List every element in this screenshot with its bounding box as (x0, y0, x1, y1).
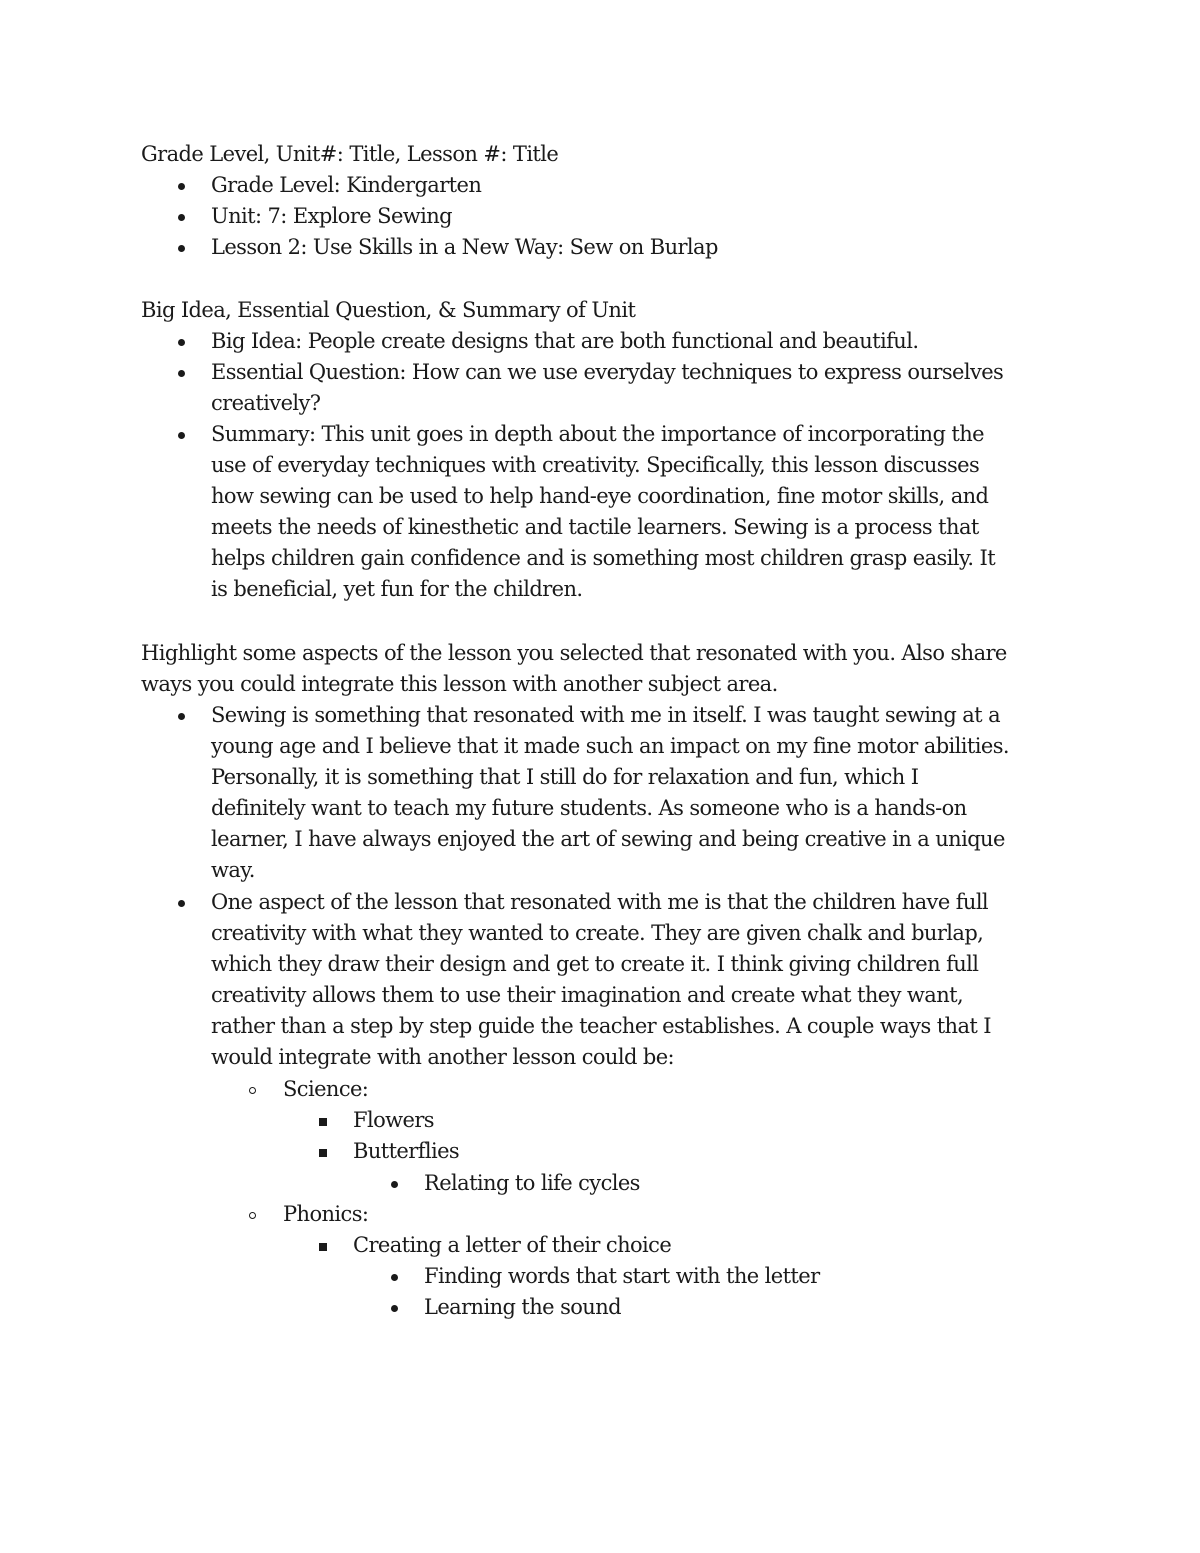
square-bullet-icon (319, 1118, 327, 1126)
list-item-unit: Unit: 7: Explore Sewing (211, 204, 453, 228)
bullet-icon (391, 1274, 398, 1281)
list-item-point-line: creativity allows them to use their imagination and create what they want, (211, 983, 964, 1007)
sublist-item-flowers: Flowers (353, 1108, 434, 1132)
list-item-essential-question-line: creatively? (211, 391, 321, 415)
list-item-point-line: Sewing is something that resonated with me in itself. I was taught sewing at a (211, 703, 1001, 727)
list-item-summary-line: meets the needs of kinesthetic and tactile learners. Sewing is a process that (211, 515, 979, 539)
list-item-essential-question-line: Essential Question: How can we use everyday techniques to express ourselves (211, 360, 1004, 384)
list-item-summary-line: Summary: This unit goes in depth about the importance of incorporating the (211, 422, 984, 446)
list-item-point-line: creativity with what they wanted to create. They are given chalk and burlap, (211, 921, 984, 945)
bullet-icon (178, 713, 185, 720)
list-item-summary-line: is beneficial, yet fun for the children. (211, 577, 583, 601)
bullet-icon (391, 1181, 398, 1188)
bullet-icon (178, 900, 185, 907)
bullet-icon (178, 183, 185, 190)
list-item-summary-line: how sewing can be used to help hand-eye coordination, fine motor skills, and (211, 484, 989, 508)
list-item-summary-line: helps children gain confidence and is something most children grasp easily. It (211, 546, 996, 570)
bullet-icon (178, 245, 185, 252)
sublist-item-learning-sound: Learning the sound (424, 1295, 621, 1319)
sublist-item-science: Science: (283, 1077, 369, 1101)
sublist-item-phonics: Phonics: (283, 1202, 369, 1226)
square-bullet-icon (319, 1243, 327, 1251)
list-item-point-line: Personally, it is something that I still do for relaxation and fun, which I (211, 765, 919, 789)
list-item-point-line: would integrate with another lesson could be: (211, 1045, 675, 1069)
bullet-icon (178, 339, 185, 346)
list-item-grade-level: Grade Level: Kindergarten (211, 173, 482, 197)
section-heading-highlight: ways you could integrate this lesson with another subject area. (141, 672, 778, 696)
sublist-item-life-cycles: Relating to life cycles (424, 1171, 640, 1195)
square-bullet-icon (319, 1149, 327, 1157)
list-item-point-line: young age and I believe that it made such an impact on my fine motor abilities. (211, 734, 1009, 758)
list-item-point-line: rather than a step by step guide the teacher establishes. A couple ways that I (211, 1014, 991, 1038)
sublist-item-butterflies: Butterflies (353, 1139, 460, 1163)
list-item-summary-line: use of everyday techniques with creativity. Specifically, this lesson discusses (211, 453, 980, 477)
list-item-point-line: definitely want to teach my future students. As someone who is a hands-on (211, 796, 967, 820)
circle-bullet-icon (249, 1087, 256, 1094)
bullet-icon (178, 214, 185, 221)
section-heading-grade-level: Grade Level, Unit#: Title, Lesson #: Title (141, 142, 559, 166)
sublist-item-letter-choice: Creating a letter of their choice (353, 1233, 672, 1257)
bullet-icon (391, 1305, 398, 1312)
sublist-item-finding-words: Finding words that start with the letter (424, 1264, 820, 1288)
list-item-big-idea: Big Idea: People create designs that are both functional and beautiful. (211, 329, 919, 353)
list-item-point-line: One aspect of the lesson that resonated with me is that the children have full (211, 890, 989, 914)
bullet-icon (178, 432, 185, 439)
circle-bullet-icon (249, 1212, 256, 1219)
section-heading-big-idea: Big Idea, Essential Question, & Summary of Unit (141, 298, 636, 322)
list-item-point-line: way. (211, 858, 255, 882)
list-item-point-line: which they draw their design and get to create it. I think giving children full (211, 952, 979, 976)
section-heading-highlight: Highlight some aspects of the lesson you selected that resonated with you. Also share (141, 641, 1007, 665)
list-item-lesson: Lesson 2: Use Skills in a New Way: Sew on Burlap (211, 235, 718, 259)
list-item-point-line: learner, I have always enjoyed the art of sewing and being creative in a unique (211, 827, 1005, 851)
bullet-icon (178, 370, 185, 377)
